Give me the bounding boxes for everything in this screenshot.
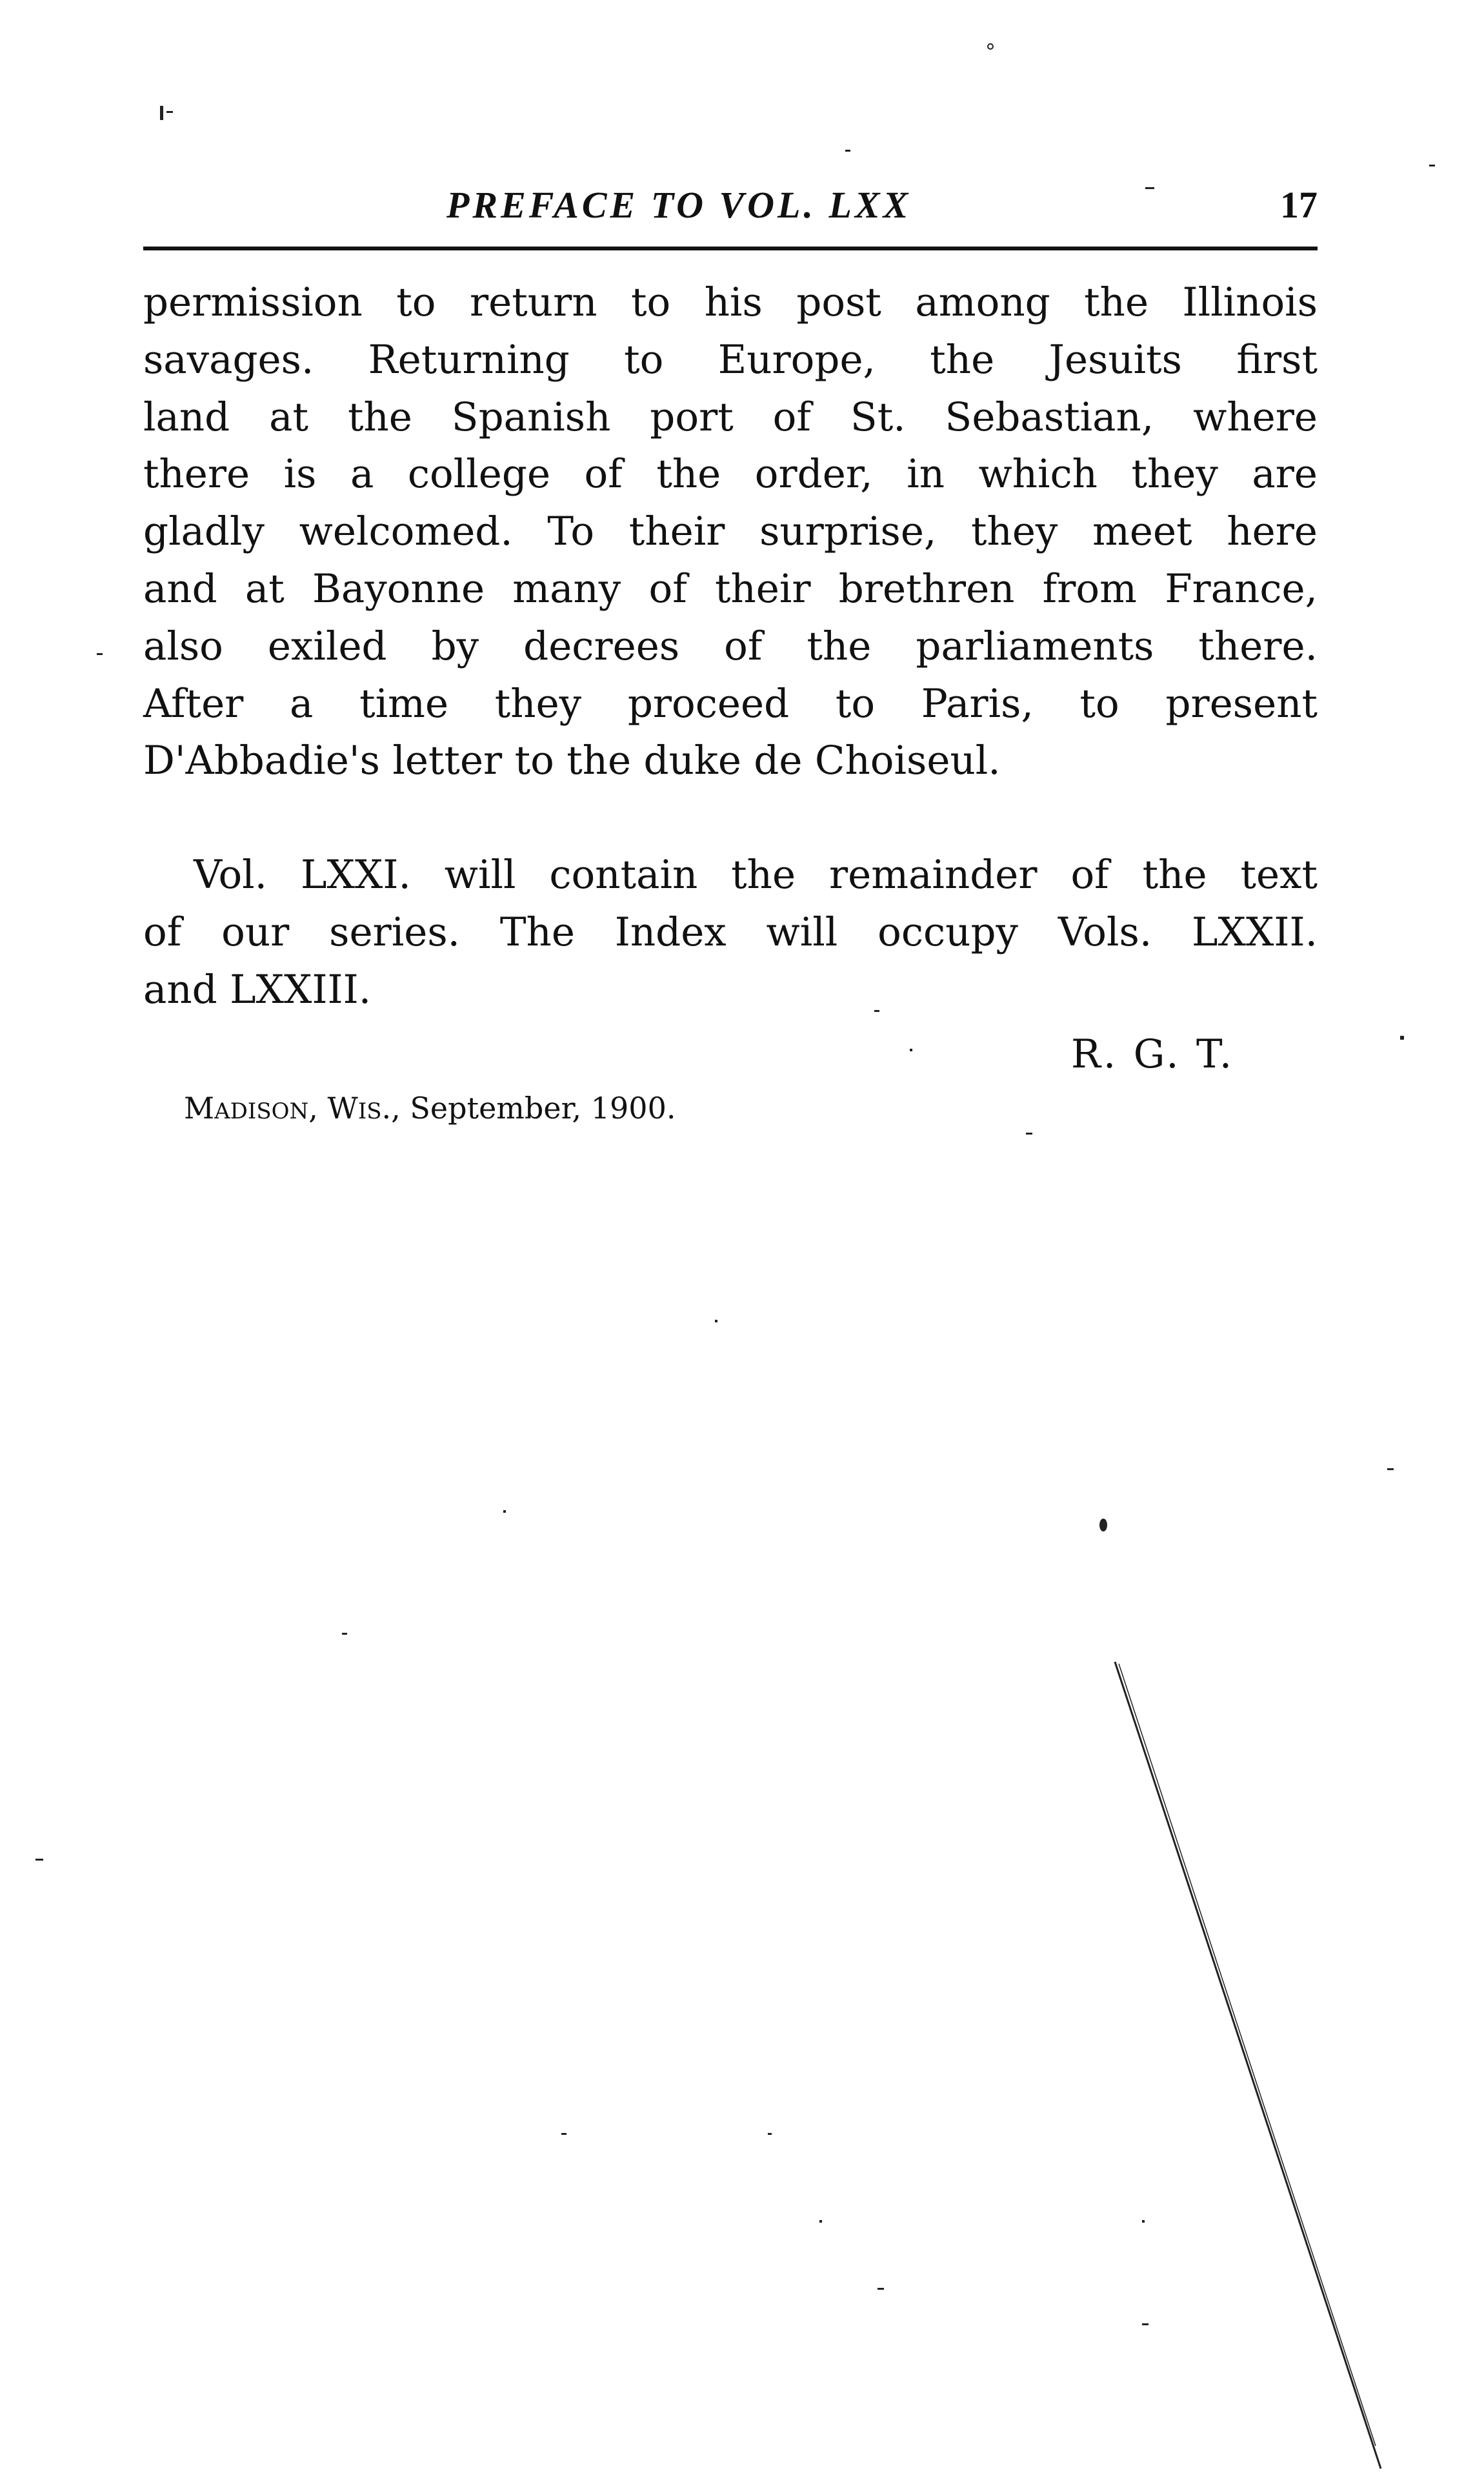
speck	[1099, 1519, 1107, 1531]
scratch-line	[1119, 1664, 1376, 2446]
speck	[1142, 2323, 1148, 2325]
page-number: 17	[1280, 184, 1318, 226]
text-line: savages. Returning to Europe, the Jesuits first	[143, 336, 1318, 383]
speck	[845, 150, 850, 152]
text-line: land at the Spanish port of St. Sebastian, where	[143, 394, 1318, 440]
dateline-place-initial: M	[184, 1091, 215, 1126]
speck	[819, 2220, 822, 2223]
text-line: D'Abbadie's letter to the duke de Choiseul.	[143, 738, 1001, 784]
text-line: gladly welcomed. To their surprise, they meet here	[143, 509, 1318, 555]
speck	[1387, 1468, 1394, 1470]
speck	[1145, 187, 1154, 189]
speck	[1400, 1036, 1404, 1040]
speck	[561, 2133, 567, 2135]
text-line: and at Bayonne many of their brethren from France,	[143, 565, 1318, 612]
text-line: of our series. The Index will occupy Vols. LXXII.	[143, 909, 1318, 955]
scan-specks	[35, 44, 1435, 2325]
speck	[768, 2133, 772, 2135]
speck	[988, 44, 993, 49]
speck	[715, 1320, 717, 1322]
speck	[342, 1633, 347, 1635]
text-line: Vol. LXXI. will contain the remainder of the text	[194, 852, 1318, 898]
scan-scratch	[1115, 1662, 1381, 2469]
text-line: and LXXIII.	[143, 966, 372, 1013]
speck	[1142, 2220, 1145, 2223]
speck	[874, 1010, 879, 1012]
text-line: also exiled by decrees of the parliaments there.	[143, 623, 1318, 669]
scratch-line	[1115, 1662, 1381, 2469]
running-title: PREFACE TO VOL. LXX	[446, 184, 912, 226]
speck	[910, 1049, 912, 1051]
dateline-state-initial: , W	[308, 1091, 358, 1126]
speck	[160, 106, 163, 120]
speck	[1429, 165, 1435, 167]
speck	[97, 653, 103, 655]
text-line: permission to return to his post among the Illinois	[143, 279, 1318, 325]
speck	[1026, 1133, 1032, 1135]
speck	[503, 1510, 506, 1513]
dateline-state-rest: IS	[357, 1098, 382, 1124]
dateline-place-rest: ADISON	[214, 1098, 309, 1124]
speck	[166, 111, 173, 113]
signature-initials: R. G. T.	[1071, 1031, 1235, 1077]
speck	[877, 2288, 884, 2290]
speck	[35, 1859, 43, 1861]
dateline-date: ., September, 1900.	[381, 1091, 676, 1126]
text-line: After a time they proceed to Paris, to present	[143, 680, 1318, 727]
text-line: there is a college of the order, in which they are	[143, 451, 1318, 498]
